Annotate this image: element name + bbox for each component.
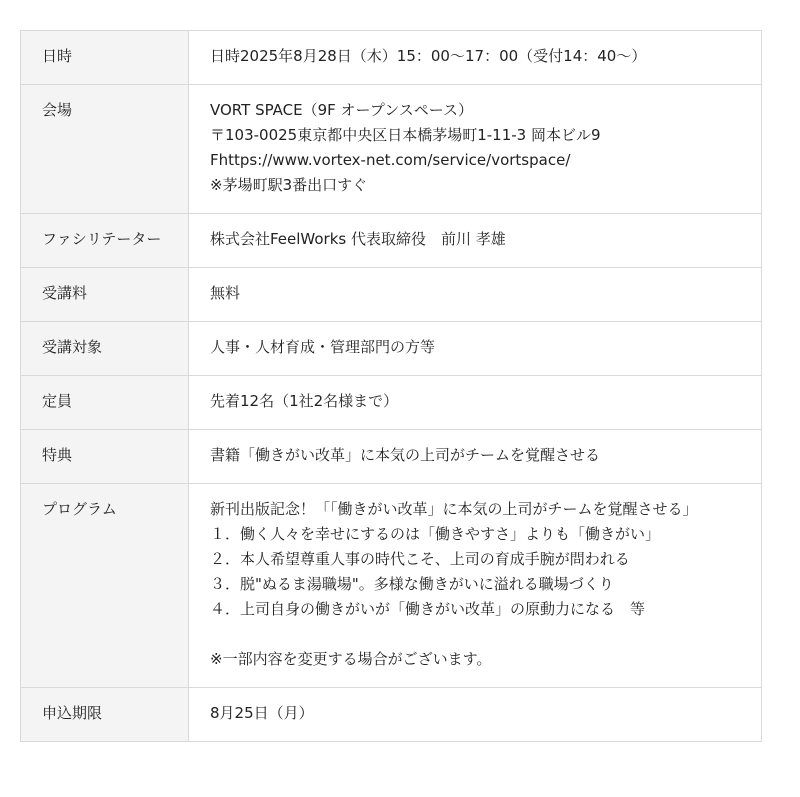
venue-name: VORT SPACE（9F オープンスペース） [210,101,474,119]
row-venue [21,85,762,214]
value-line: 日時2025年8月28日（木）15：00〜17：00（受付14：40〜） [210,47,647,65]
row-value [189,376,762,430]
row-label: 会場 [21,85,189,214]
row-label: 受講対象 [21,322,189,376]
row-value [189,214,762,268]
value-line: 書籍「働きがい改革」に本気の上司がチームを覚醒させる [210,446,601,464]
row-target-audience [21,322,762,376]
program-item: １．働く人々を幸せにするのは「働きやすさ」よりも「働きがい」 [210,525,661,543]
program-item: ２．本人希望尊重人事の時代こそ、上司の育成手腕が問われる [210,550,630,568]
venue-url: Fhttps://www.vortex-net.com/service/vortspace/ [210,151,571,169]
row-label: 申込期限 [21,688,189,742]
row-fee [21,268,762,322]
value-line: 8月25日（月） [210,704,314,722]
value-line: 株式会社FeelWorks 代表取締役 前川 孝雄 [210,230,506,248]
row-value [189,85,762,214]
row-value [189,31,762,85]
row-value [189,322,762,376]
row-label: 定員 [21,376,189,430]
value-line: 先着12名（1社2名様まで） [210,392,399,410]
venue-access-note: ※茅場町駅3番出口すぐ [210,176,368,194]
row-label: ファシリテーター [21,214,189,268]
venue-address: 〒103-0025東京都中央区日本橋茅場町1-11-3 岡本ビル9 [210,126,601,144]
row-label: 日時 [21,31,189,85]
program-item: ３．脱"ぬるま湯職場"。多様な働きがいに溢れる職場づくり [210,575,614,593]
row-capacity [21,376,762,430]
row-label: 特典 [21,430,189,484]
row-value [189,430,762,484]
spacer [210,622,751,647]
row-facilitator [21,214,762,268]
row-deadline [21,688,762,742]
program-title: 新刊出版記念！「「働きがい改革」に本気の上司がチームを覚醒させる」 [210,500,698,518]
row-label: 受講料 [21,268,189,322]
program-note: ※一部内容を変更する場合がございます。 [210,650,492,668]
value-line: 無料 [210,284,241,302]
row-bonus [21,430,762,484]
row-value [189,484,762,688]
program-item: ４．上司自身の働きがいが「働きがい改革」の原動力になる 等 [210,600,646,618]
row-value [189,268,762,322]
row-program [21,484,762,688]
value-line: 人事・人材育成・管理部門の方等 [210,338,436,356]
row-label: プログラム [21,484,189,688]
row-datetime [21,31,762,85]
event-info-table [20,30,762,742]
row-value [189,688,762,742]
